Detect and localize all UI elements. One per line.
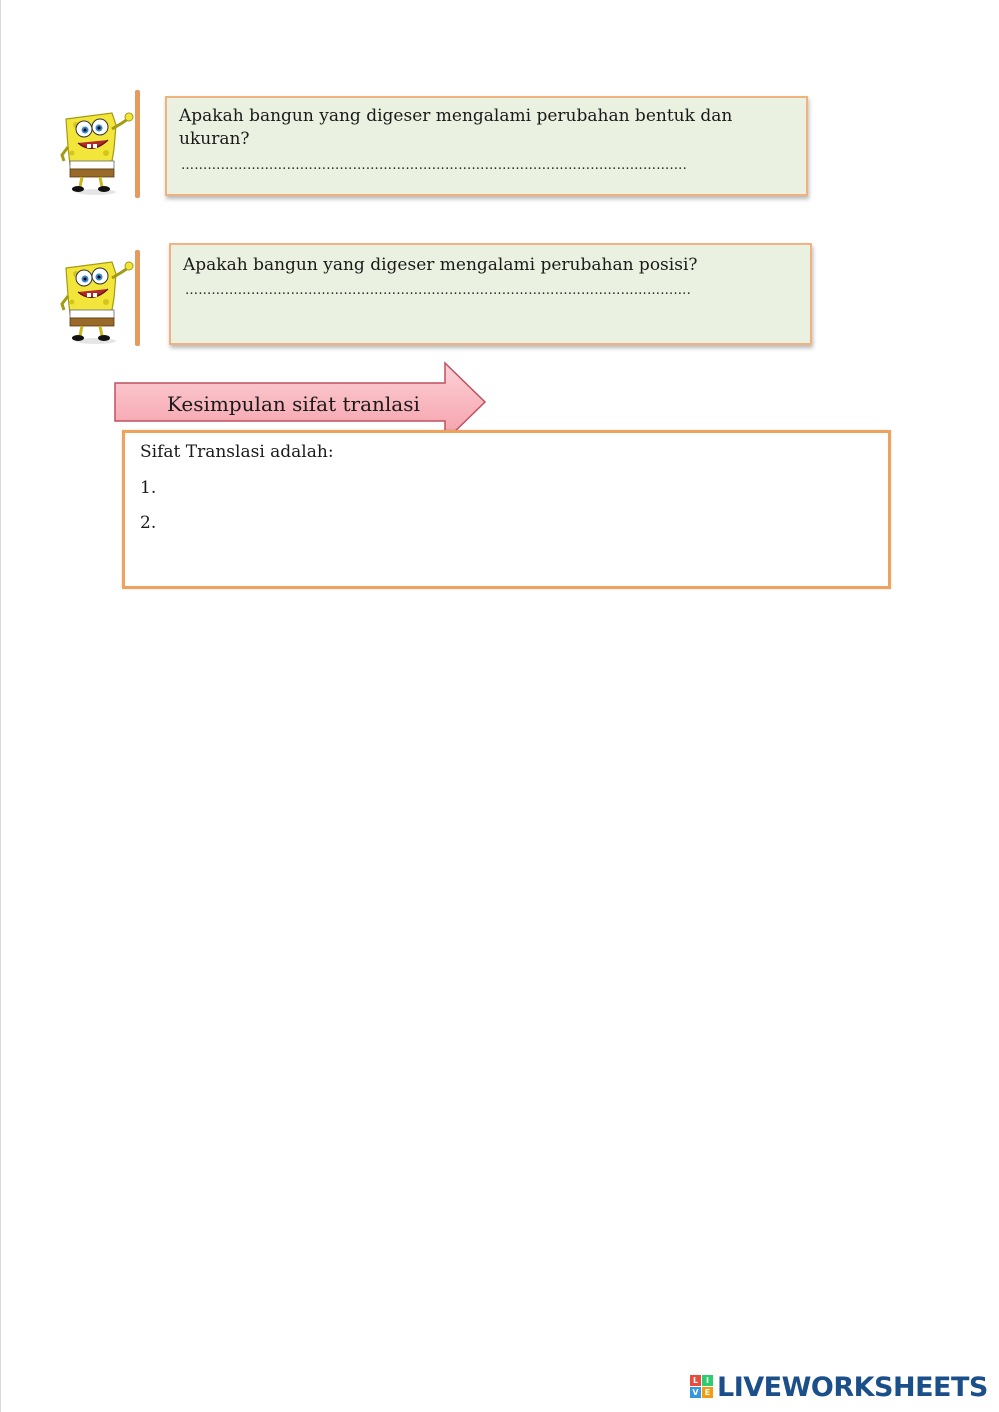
logo-icon	[690, 1375, 714, 1399]
logo-letter: I	[702, 1375, 713, 1386]
conclusion-answer-box[interactable]	[122, 430, 891, 589]
spongebob-icon	[56, 244, 136, 346]
question-text: Apakah bangun yang digeser mengalami perubahan posisi?	[183, 255, 698, 275]
answer-line[interactable]: …………………………………………………………………………………………………….	[181, 158, 687, 173]
spongebob-icon	[56, 95, 136, 197]
question-divider	[135, 90, 140, 198]
question-box	[169, 243, 812, 345]
page-edge	[0, 0, 1, 1412]
conclusion-item-1[interactable]: 1.	[140, 478, 157, 498]
conclusion-heading: Sifat Translasi adalah:	[140, 442, 334, 462]
question-divider	[135, 250, 140, 346]
conclusion-item-2[interactable]: 2.	[140, 513, 157, 533]
answer-line[interactable]: …………………………………………………………………………………………………….	[185, 283, 691, 298]
logo-letter: E	[702, 1387, 713, 1398]
question-text: Apakah bangun yang digeser mengalami perubahan bentuk dan ukuran?	[179, 106, 733, 149]
logo-letter: V	[690, 1387, 701, 1398]
brand-name: LIVEWORKSHEETS	[717, 1372, 988, 1403]
logo-letter: L	[690, 1375, 701, 1386]
question-box	[165, 96, 808, 196]
conclusion-title: Kesimpulan sifat tranlasi	[167, 392, 420, 416]
